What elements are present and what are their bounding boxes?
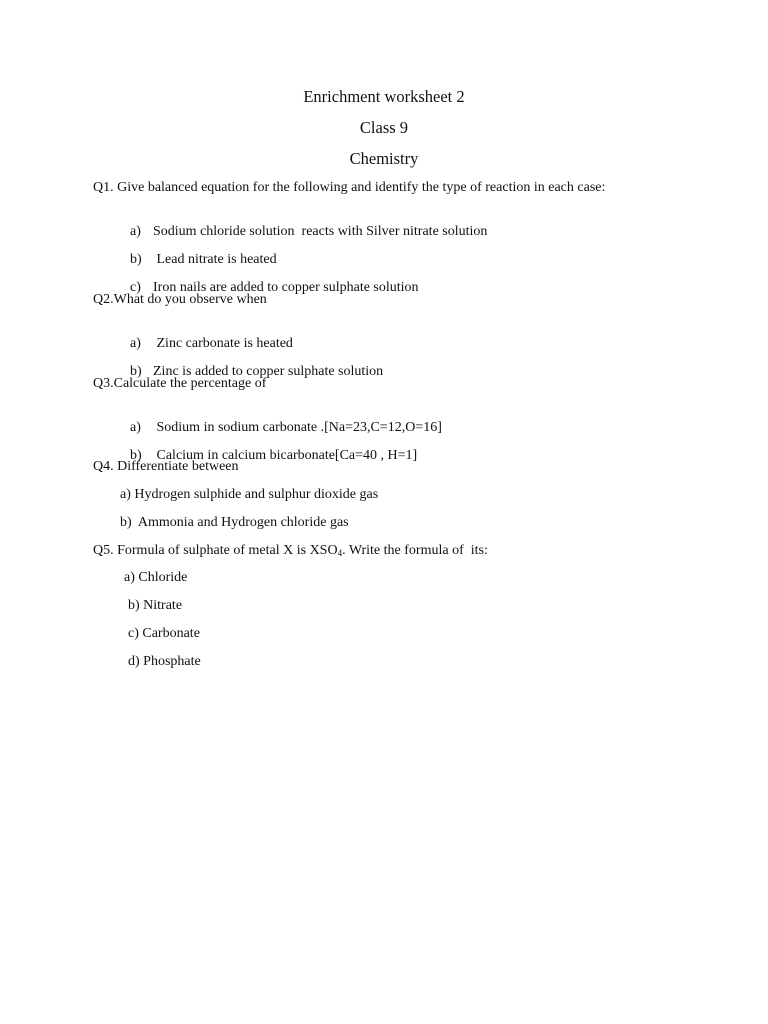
question-5-prompt-tail: . Write the formula of its: <box>342 543 488 558</box>
item-text: Iron nails are added to copper sulphate solution <box>153 280 419 295</box>
worksheet-title: Enrichment worksheet 2 <box>303 87 465 106</box>
question-4-prompt: Q4. Differentiate between <box>93 459 239 474</box>
item-text: Zinc is added to copper sulphate solution <box>153 364 384 379</box>
item-marker: a) <box>130 224 141 239</box>
item-marker: a) <box>130 420 141 435</box>
item-text: Sodium in sodium carbonate .[Na=23,C=12,O=16] <box>153 420 442 435</box>
item-marker: b) <box>130 448 142 463</box>
item-marker: a) <box>130 336 141 351</box>
class-label: Class 9 <box>359 118 409 137</box>
question-5-item-c: c) Carbonate <box>128 626 200 641</box>
question-4-item-a: a) Hydrogen sulphide and sulphur dioxide gas <box>120 487 379 502</box>
question-5-subscript: 4 <box>337 548 343 558</box>
item-marker: b) <box>130 364 142 379</box>
item-text: Lead nitrate is heated <box>153 252 277 267</box>
question-5-item-b: b) Nitrate <box>128 598 183 613</box>
question-5-item-a: a) Chloride <box>124 570 188 585</box>
question-5-prompt-text: Q5. Formula of sulphate of metal X is XSO <box>93 543 338 558</box>
item-marker: c) <box>130 280 141 295</box>
item-marker: b) <box>130 252 142 267</box>
question-4-item-b: b) Ammonia and Hydrogen chloride gas <box>120 515 349 530</box>
item-text: Sodium chloride solution reacts with Silver nitrate solution <box>153 224 488 239</box>
item-text: Calcium in calcium bicarbonate[Ca=40 , H=1] <box>153 448 418 463</box>
question-1-prompt: Q1. Give balanced equation for the following and identify the type of reaction in each case: <box>93 180 606 195</box>
question-5-item-d: d) Phosphate <box>128 654 201 669</box>
question-3-prompt: Q3.Calculate the percentage of <box>93 376 267 391</box>
item-text: Zinc carbonate is heated <box>153 336 293 351</box>
question-5-prompt <box>93 543 488 559</box>
subject-label: Chemistry <box>349 149 419 168</box>
question-2-prompt: Q2.What do you observe when <box>93 292 267 307</box>
